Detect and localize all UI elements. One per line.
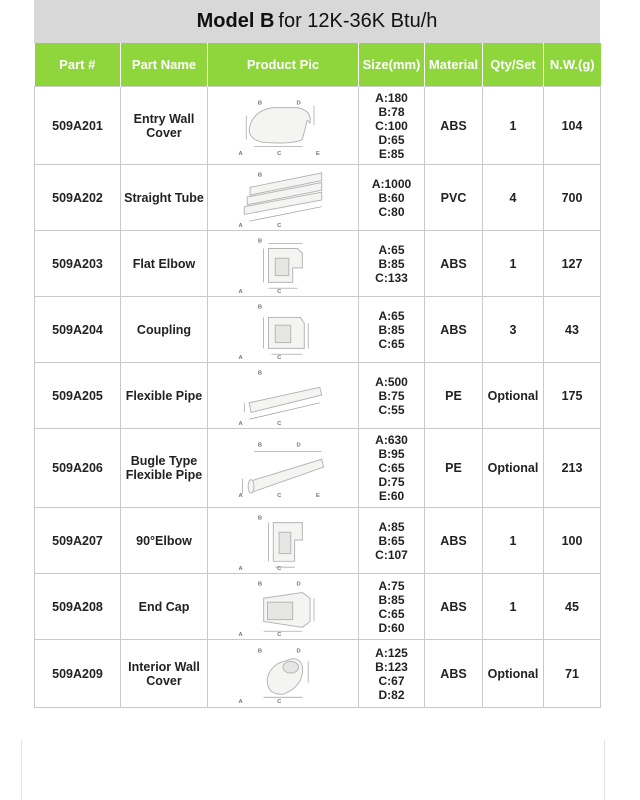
dimension-letter: C <box>277 420 282 426</box>
net-weight: 104 <box>544 87 601 165</box>
material: PE <box>425 429 483 508</box>
net-weight: 175 <box>544 363 601 429</box>
size-value: A:500 <box>375 374 408 389</box>
flat-elbow-icon <box>223 234 343 294</box>
size-value: B:65 <box>378 533 405 548</box>
header-row <box>35 43 601 87</box>
table-row <box>35 165 601 231</box>
size-value: C:80 <box>378 204 405 219</box>
part-number: 509A201 <box>35 87 121 165</box>
size-value: D:60 <box>378 620 405 635</box>
product-pic <box>208 297 359 363</box>
dimension-letter: C <box>277 222 282 228</box>
header-weight: N.W.(g) <box>544 43 601 87</box>
dimension-letter: A <box>238 288 243 294</box>
dimension-letter: B <box>257 238 263 245</box>
product-sheet <box>34 0 600 708</box>
dimension-letter: B <box>257 370 263 377</box>
dimension-letter: A <box>238 631 243 637</box>
size-value: A:1000 <box>371 176 412 191</box>
product-pic <box>208 87 359 165</box>
part-number: 509A208 <box>35 574 121 640</box>
size-value: C:55 <box>378 402 405 417</box>
header-name: Part Name <box>121 43 208 87</box>
dimension-letter: C <box>277 493 282 498</box>
size-value: C:133 <box>375 270 408 285</box>
header-pic: Product Pic <box>208 43 359 87</box>
flexible-pipe-icon <box>223 366 343 426</box>
material: ABS <box>425 297 483 363</box>
margin-line-right <box>604 740 605 800</box>
size-value: A:75 <box>378 578 405 593</box>
table-row <box>35 574 601 640</box>
interior-wall-cover-icon <box>223 644 343 704</box>
size-value: B:85 <box>378 322 405 337</box>
size-value: A:65 <box>378 242 405 257</box>
size-value: A:125 <box>375 645 408 660</box>
size-value: B:78 <box>378 104 405 119</box>
header-qty: Qty/Set <box>483 43 544 87</box>
qty-per-set: Optional <box>483 640 544 708</box>
qty-per-set: 1 <box>483 574 544 640</box>
part-name: Flexible Pipe <box>121 363 208 429</box>
part-number: 509A207 <box>35 508 121 574</box>
dimension-letter: A <box>238 698 243 704</box>
size-value: A:630 <box>375 433 408 447</box>
size-value: D:75 <box>378 475 405 489</box>
size-value: B:85 <box>378 256 405 271</box>
table-row <box>35 87 601 165</box>
qty-per-set: Optional <box>483 429 544 508</box>
part-number: 509A202 <box>35 165 121 231</box>
dimension-letter: B <box>257 100 263 107</box>
dimension-letter: E <box>315 150 320 156</box>
size-list <box>359 429 425 508</box>
size-value: E:60 <box>378 489 405 503</box>
part-name: Interior Wall Cover <box>121 640 208 708</box>
end-cap-icon <box>223 577 343 637</box>
part-name: Entry Wall Cover <box>121 87 208 165</box>
net-weight: 43 <box>544 297 601 363</box>
part-number: 509A204 <box>35 297 121 363</box>
qty-per-set: 1 <box>483 508 544 574</box>
dimension-letter: A <box>238 222 243 228</box>
material: ABS <box>425 508 483 574</box>
material: PE <box>425 363 483 429</box>
size-value: D:65 <box>378 132 405 147</box>
size-list <box>359 574 425 640</box>
dimension-letter: A <box>238 493 243 498</box>
qty-per-set: Optional <box>483 363 544 429</box>
table-row <box>35 508 601 574</box>
product-pic <box>208 429 359 508</box>
size-list <box>359 165 425 231</box>
dimension-letter: B <box>257 304 263 311</box>
dimension-letter: C <box>277 698 282 704</box>
dimension-letter: C <box>277 565 282 571</box>
material: ABS <box>425 231 483 297</box>
dimension-letter: A <box>238 420 243 426</box>
part-name: End Cap <box>121 574 208 640</box>
size-list <box>359 363 425 429</box>
dimension-letter: C <box>277 288 282 294</box>
qty-per-set: 1 <box>483 231 544 297</box>
net-weight: 700 <box>544 165 601 231</box>
size-value: B:123 <box>375 659 408 674</box>
qty-per-set: 4 <box>483 165 544 231</box>
size-list <box>359 297 425 363</box>
size-value: A:180 <box>375 90 408 105</box>
model-name: Model B <box>196 10 275 32</box>
part-name: Coupling <box>121 297 208 363</box>
dimension-letter: B <box>257 515 263 522</box>
capacity-range: for 12K-36K Btu/h <box>278 10 438 32</box>
parts-table <box>34 43 601 708</box>
qty-per-set: 3 <box>483 297 544 363</box>
table-row <box>35 429 601 508</box>
table-row <box>35 363 601 429</box>
size-value: C:65 <box>378 606 405 621</box>
size-value: B:60 <box>378 190 405 205</box>
part-name: Flat Elbow <box>121 231 208 297</box>
dimension-letter: D <box>296 442 301 449</box>
qty-per-set: 1 <box>483 87 544 165</box>
size-value: C:107 <box>375 547 408 562</box>
size-list <box>359 231 425 297</box>
dimension-letter: B <box>257 442 263 449</box>
size-value: D:82 <box>378 687 405 702</box>
table-row <box>35 297 601 363</box>
dimension-letter: B <box>257 172 263 179</box>
product-pic <box>208 640 359 708</box>
dimension-letter: C <box>277 354 282 360</box>
size-value: A:65 <box>378 308 405 323</box>
size-value: C:100 <box>375 118 408 133</box>
table-row <box>35 640 601 708</box>
entry-wall-cover-icon <box>223 96 343 156</box>
straight-tube-icon <box>223 168 343 228</box>
product-pic <box>208 508 359 574</box>
dimension-letter: C <box>277 631 282 637</box>
dimension-letter: A <box>238 354 243 360</box>
header-material: Material <box>425 43 483 87</box>
dimension-letter: D <box>296 100 301 107</box>
net-weight: 100 <box>544 508 601 574</box>
net-weight: 127 <box>544 231 601 297</box>
dimension-letter: E <box>315 493 320 498</box>
size-value: B:85 <box>378 592 405 607</box>
dimension-letter: A <box>238 150 243 156</box>
margin-line-left <box>21 740 22 800</box>
dimension-letter: D <box>296 581 301 588</box>
bugle-pipe-icon <box>223 438 343 498</box>
header-size: Size(mm) <box>359 43 425 87</box>
product-pic <box>208 363 359 429</box>
net-weight: 71 <box>544 640 601 708</box>
header-part: Part # <box>35 43 121 87</box>
dimension-letter: B <box>257 581 263 588</box>
part-number: 509A205 <box>35 363 121 429</box>
coupling-icon <box>223 300 343 360</box>
size-value: A:85 <box>378 519 405 534</box>
dimension-letter: D <box>296 648 301 655</box>
table-row <box>35 231 601 297</box>
elbow-90-icon <box>223 511 343 571</box>
dimension-letter: A <box>238 565 243 571</box>
size-value: C:65 <box>378 461 405 475</box>
dimension-letter: C <box>277 150 282 156</box>
size-list <box>359 508 425 574</box>
part-name: 90°Elbow <box>121 508 208 574</box>
material: ABS <box>425 87 483 165</box>
net-weight: 45 <box>544 574 601 640</box>
product-pic <box>208 231 359 297</box>
material: ABS <box>425 574 483 640</box>
size-value: C:67 <box>378 673 405 688</box>
part-name: Bugle Type Flexible Pipe <box>121 429 208 508</box>
part-name: Straight Tube <box>121 165 208 231</box>
dimension-letter: B <box>257 648 263 655</box>
size-value: C:65 <box>378 336 405 351</box>
size-value: B:75 <box>378 388 405 403</box>
material: PVC <box>425 165 483 231</box>
product-pic <box>208 165 359 231</box>
product-pic <box>208 574 359 640</box>
net-weight: 213 <box>544 429 601 508</box>
size-list <box>359 87 425 165</box>
part-number: 509A209 <box>35 640 121 708</box>
size-list <box>359 640 425 708</box>
size-value: B:95 <box>378 447 405 461</box>
part-number: 509A203 <box>35 231 121 297</box>
size-value: E:85 <box>378 146 405 161</box>
page-title <box>34 0 600 43</box>
material: ABS <box>425 640 483 708</box>
part-number: 509A206 <box>35 429 121 508</box>
